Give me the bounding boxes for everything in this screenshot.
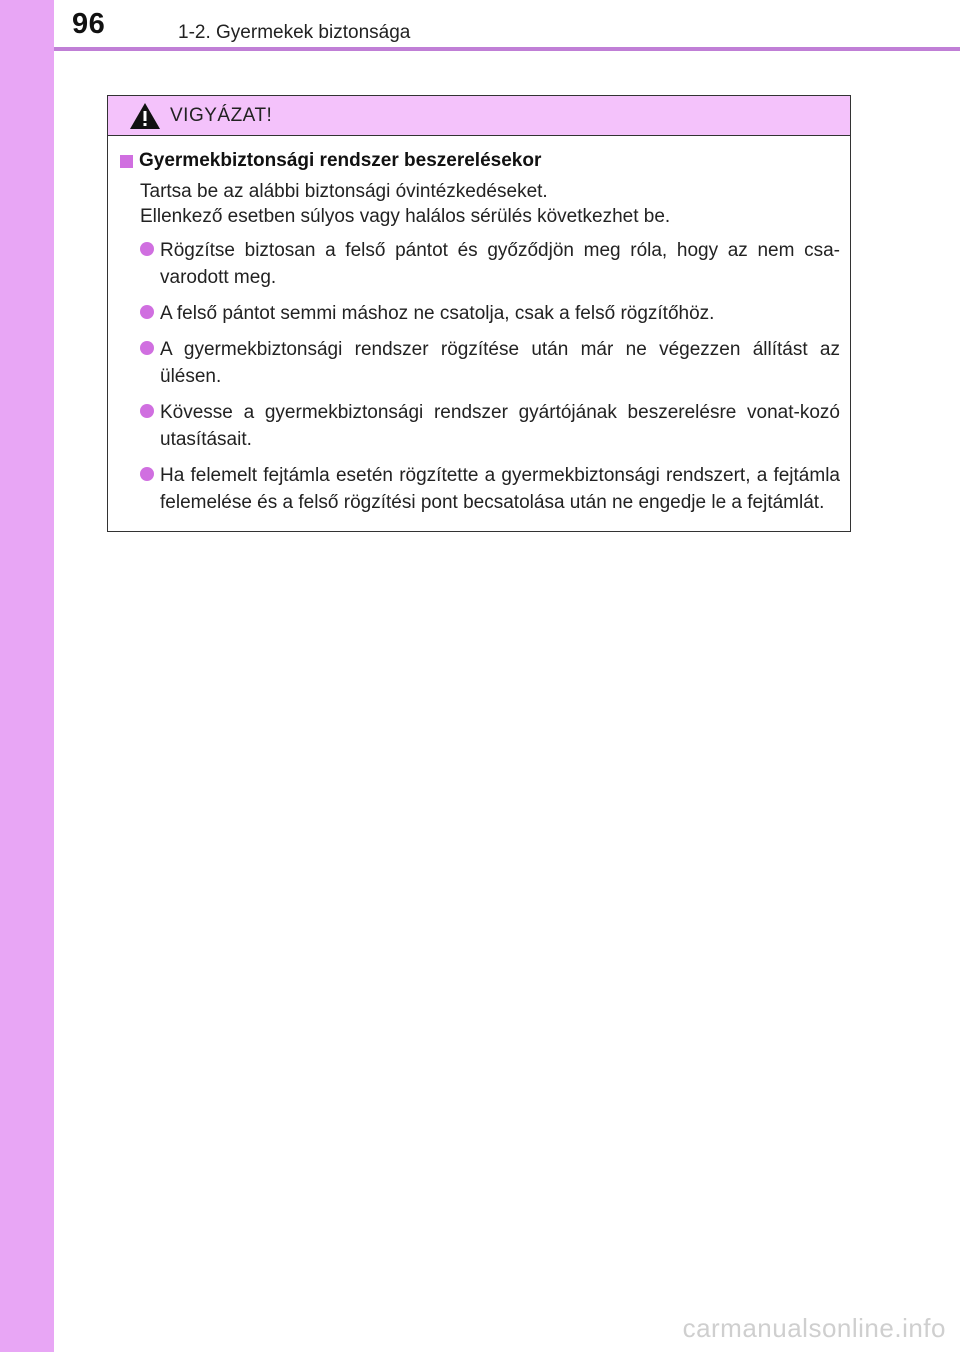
warning-intro-line: Ellenkező esetben súlyos vagy halálos sérülés következhet be. [140, 206, 671, 227]
list-item [140, 336, 840, 390]
list-item [140, 462, 840, 516]
warning-heading-text: Gyermekbiztonsági rendszer beszerelésekor [139, 150, 542, 171]
warning-triangle-icon [128, 101, 162, 131]
warning-header [108, 96, 850, 136]
warning-intro [140, 179, 840, 229]
list-item [140, 300, 840, 327]
bullet-text: Kövesse a gyermekbiztonsági rendszer gyártójának beszerelésre vonat-kozó utasításait. [160, 402, 840, 450]
watermark: carmanualsonline.info [682, 1313, 946, 1343]
list-item [140, 399, 840, 453]
page-number: 96 [72, 8, 106, 40]
bullet-dot-icon [140, 242, 154, 256]
list-item [140, 237, 840, 291]
bullet-text: Ha felemelt fejtámla esetén rögzítette a gyermekbiztonsági rendszert, a fejtámla felemelése és a felső rögzítési pont becsatolása után ne engedje le a fejtámlát. [160, 465, 840, 513]
warning-bullet-list [120, 237, 840, 516]
square-bullet-icon [120, 155, 133, 168]
bullet-text: Rögzítse biztosan a felső pántot és győződjön meg róla, hogy az nem csa-varodott meg. [160, 240, 840, 288]
warning-box [107, 95, 851, 532]
warning-body [108, 136, 850, 516]
warning-label: VIGYÁZAT! [170, 104, 273, 126]
bullet-dot-icon [140, 404, 154, 418]
warning-heading [120, 150, 840, 172]
bullet-dot-icon [140, 341, 154, 355]
warning-intro-line: Tartsa be az alábbi biztonsági óvintézkedéseket. [140, 181, 548, 202]
header-rule [54, 47, 960, 51]
bullet-dot-icon [140, 467, 154, 481]
bullet-dot-icon [140, 305, 154, 319]
side-color-band [0, 0, 54, 1352]
bullet-text: A gyermekbiztonsági rendszer rögzítése után már ne végezzen állítást az ülésen. [160, 339, 840, 387]
section-title: 1-2. Gyermekek biztonsága [178, 22, 411, 43]
bullet-text: A felső pántot semmi máshoz ne csatolja, csak a felső rögzítőhöz. [160, 303, 715, 324]
